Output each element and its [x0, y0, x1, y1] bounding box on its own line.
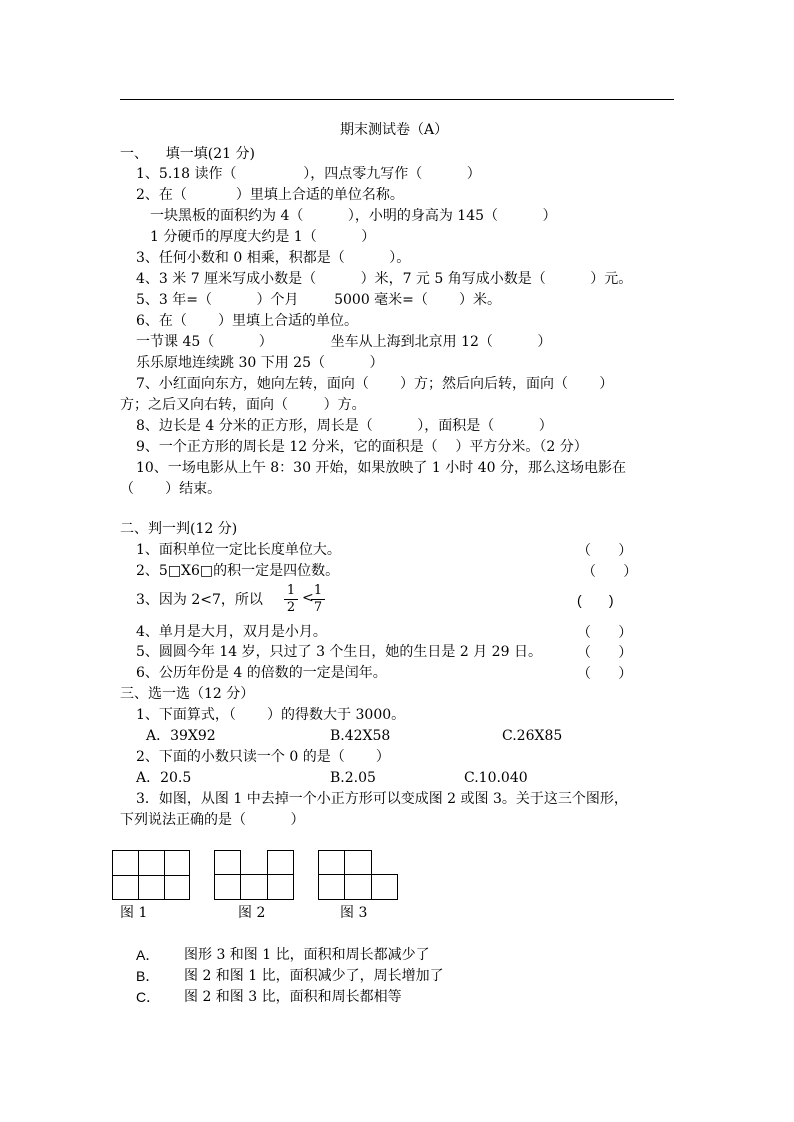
question-line: 乐乐原地连续跳 30 下用 25（ ） — [136, 355, 384, 371]
question-line: 2、在（ ）里填上合适的单位名称。 — [136, 187, 404, 203]
question-line: 一块黑板的面积约为 4（ ），小明的身高为 145（ ） — [150, 208, 557, 224]
question-line: 1 分硬币的厚度大约是 1（ ） — [150, 229, 376, 245]
option-letter: A． — [136, 947, 160, 963]
answer-paren: （ ） — [582, 563, 638, 579]
fraction-denominator: 7 — [313, 600, 323, 615]
fraction-denominator: 2 — [286, 600, 296, 615]
judge-item: 2、5□X6□的积一定是四位数。 — [136, 563, 340, 579]
choice-option: B.2.05 — [330, 770, 376, 786]
figure-3-grid — [318, 850, 398, 900]
choice-question: 3．如图，从图 1 中去掉一个小正方形可以变成图 2 或图 3。关于这三个图形， — [136, 791, 628, 807]
judge-item: 6、公历年份是 4 的倍数的一定是闰年。 — [136, 665, 387, 681]
section-1-heading: 一、 填一填(21 分) — [120, 146, 255, 162]
judge-item: 3、因为 2<7，所以 — [136, 592, 263, 608]
choice-question: 下列说法正确的是（ ） — [120, 812, 305, 828]
section-3-heading: 三、选一选（12 分） — [120, 686, 255, 702]
fraction-numerator: 1 — [311, 583, 325, 600]
judge-item: 5、圆圆今年 14 岁，只过了 3 个生日，她的生日是 2 月 29 日。 — [136, 644, 542, 660]
figure-3-label: 图 3 — [340, 905, 368, 921]
choice-option: B.42X58 — [330, 728, 391, 744]
choice-question: 1、下面算式，（ ）的得数大于 3000。 — [136, 707, 406, 723]
figure-1-grid — [112, 850, 190, 900]
figure-2-grid — [214, 850, 294, 900]
question-line: 4、3 米 7 厘米写成小数是（ ）米，7 元 5 角写成小数是（ ）元。 — [136, 271, 633, 287]
question-line: （ ）结束。 — [120, 481, 222, 497]
fraction-one-half — [284, 583, 298, 616]
figure-2-label: 图 2 — [238, 905, 266, 921]
question-line: 7、小红面向东方，她向左转，面向（ ）方；然后向后转，面向（ ） — [136, 376, 614, 392]
option-text: 图 2 和图 3 比，面积和周长都相等 — [184, 989, 402, 1005]
answer-paren: ( ) — [577, 592, 614, 608]
figure-1-label: 图 1 — [120, 905, 148, 921]
answer-paren: （ ） — [577, 624, 633, 640]
fraction-numerator: 1 — [284, 583, 298, 600]
choice-option: A．39X92 — [146, 728, 216, 744]
answer-paren: （ ） — [577, 542, 633, 558]
option-letter: C． — [136, 989, 161, 1005]
choice-option: C.10.040 — [464, 770, 528, 786]
question-line: 10、一场电影从上午 8：30 开始，如果放映了 1 小时 40 分，那么这场电影在 — [136, 460, 626, 476]
page-title: 期末测试卷（A） — [340, 122, 449, 138]
question-line: 9、一个正方形的周长是 12 分米，它的面积是（ ）平方分米。（2 分） — [136, 439, 588, 455]
question-line: 5、3 年=（ ）个月 5000 毫米=（ ）米。 — [136, 292, 502, 308]
question-line: 1、5.18 读作（ ），四点零九写作（ ） — [136, 166, 481, 182]
answer-paren: （ ） — [577, 644, 633, 660]
answer-paren: （ ） — [577, 665, 633, 681]
question-line: 6、在（ ）里填上合适的单位。 — [136, 313, 359, 329]
option-letter: B． — [136, 968, 160, 984]
top-rule — [120, 99, 674, 100]
question-line: 3、任何小数和 0 相乘，积都是（ ）。 — [136, 250, 411, 266]
choice-question: 2、下面的小数只读一个 0 的是（ ） — [136, 749, 390, 765]
judge-item: 1、面积单位一定比长度单位大。 — [136, 542, 341, 558]
less-than-sign: < — [302, 590, 314, 606]
fraction-one-seventh — [311, 583, 325, 616]
question-line: 方；之后又向右转，面向（ ）方。 — [120, 397, 366, 413]
choice-option: C.26X85 — [502, 728, 563, 744]
question-line: 一节课 45（ ） 坐车从上海到北京用 12（ ） — [136, 334, 552, 350]
section-2-heading: 二、判一判(12 分) — [120, 521, 238, 537]
option-text: 图形 3 和图 1 比，面积和周长都减少了 — [184, 947, 430, 963]
question-line: 8、边长是 4 分米的正方形，周长是（ ），面积是（ ） — [136, 418, 553, 434]
option-text: 图 2 和图 1 比，面积减少了，周长增加了 — [184, 968, 444, 984]
judge-item: 4、单月是大月，双月是小月。 — [136, 624, 327, 640]
choice-option: A．20.5 — [136, 770, 192, 786]
